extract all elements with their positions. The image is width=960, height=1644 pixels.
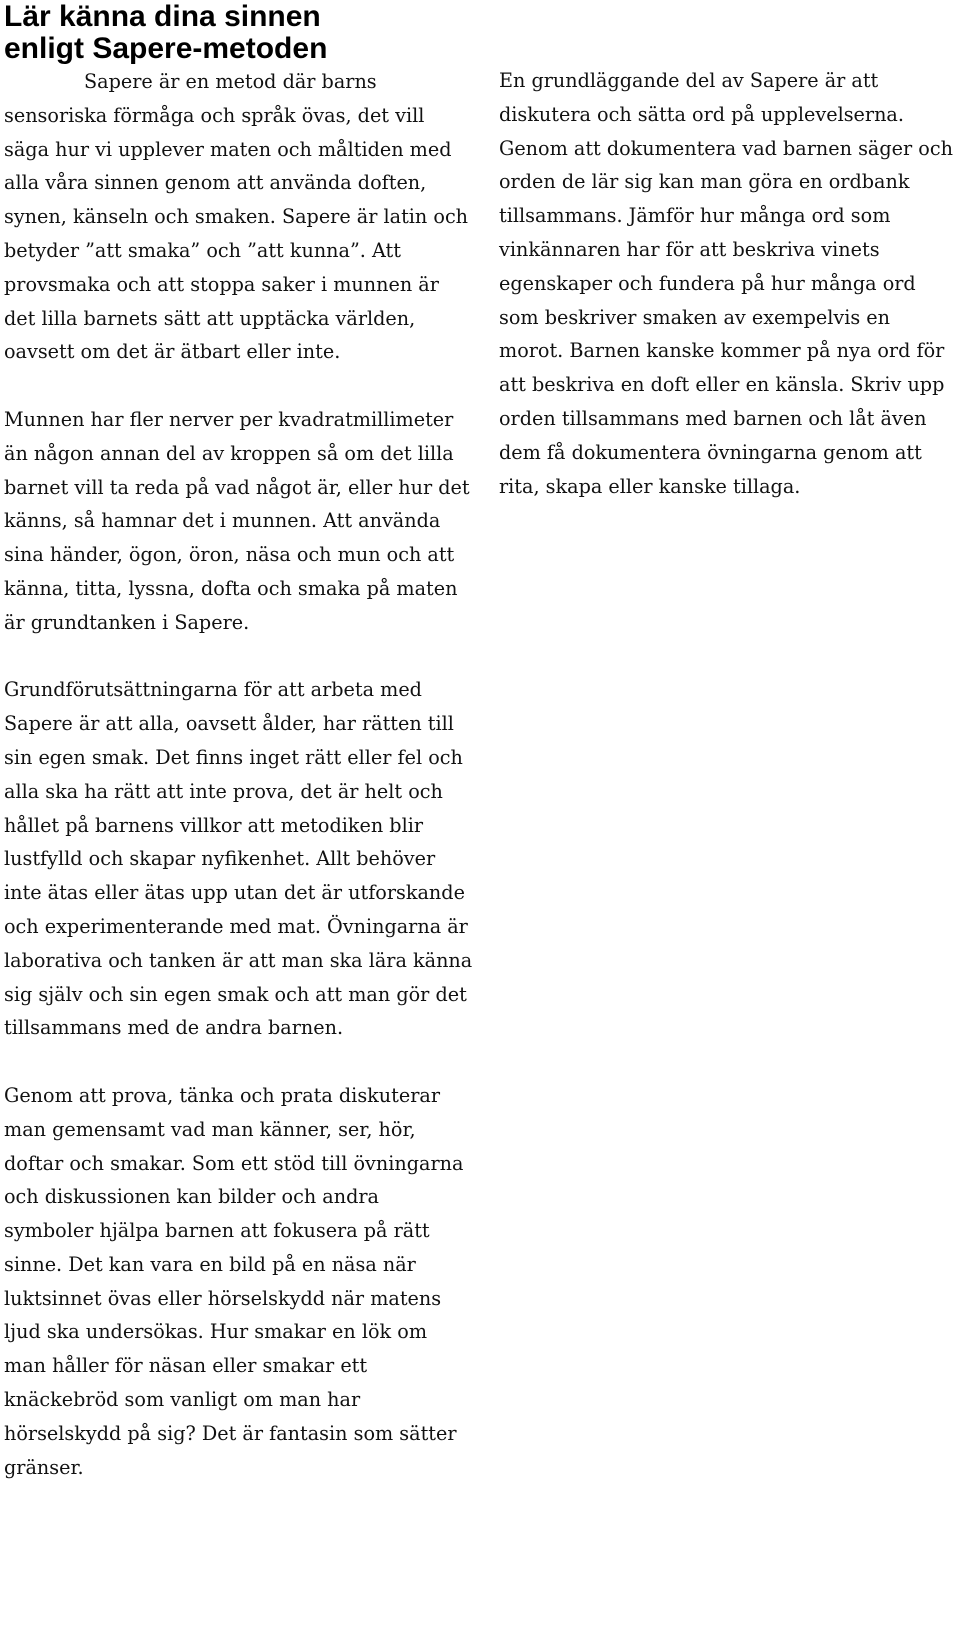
page-title: [4, 0, 474, 65]
right-column: [499, 64, 955, 503]
discussion-paragraph: Genom att prova, tänka och prata diskuterar man gemensamt vad man känner, ser, hör, doftar och smakar. Som ett stöd till övningarna och diskussionen kan bilder och andra symboler hjälpa barnen att fokusera på rätt sinne. Det kan vara en bild på en näsa när luktsinnet övas eller hörselskydd när matens ljud ska undersökas. Hur smakar en lök om man håller för näsan eller smakar ett knäckebröd som vanligt om man har hörselskydd på sig? Det är fantasin som sätter gränser.: [4, 1083, 464, 1479]
principles-paragraph: Grundförutsättningarna för att arbeta med Sapere är att alla, oavsett ålder, har rätten till sin egen smak. Det finns inget rätt eller fel och alla ska ha rätt att inte prova, det är helt och hållet på barnens villkor att metodiken blir lustfylld och skapar nyfikenhet. Allt behöver inte ätas eller ätas upp utan det är utforskande och experimenterande med mat. Övningarna är laborativa och tanken är att man ska lära känna sig själv och sin egen smak och att man gör det tillsammans med de andra barnen.: [4, 678, 473, 1040]
mouth-paragraph: Munnen har fler nerver per kvadratmillimeter än någon annan del av kroppen så om det lilla barnet vill ta reda på vad något är, eller hur det känns, så hamnar det i munnen. Att använda sina händer, ögon, öron, näsa och mun och att känna, titta, lyssna, dofta och smaka på maten är grundtanken i Sapere.: [4, 407, 470, 634]
left-column: [4, 0, 474, 1484]
wordbank-paragraph: En grundläggande del av Sapere är att diskutera och sätta ord på upplevelserna. Genom att dokumentera vad barnen säger och orden de lär sig kan man göra en ordbank tillsammans. Jämför hur många ord som vinkännaren har för att beskriva vinets egenskaper och fundera på hur många ord som beskriver smaken av exempelvis en morot. Barnen kanske kommer på nya ord för att beskriva en doft eller en känsla. Skriv upp orden tillsammans med barnen och låt även dem få dokumentera övningarna genom att rita, skapa eller kanske tillaga.: [499, 69, 953, 498]
title-line-2: enligt Sapere-metoden: [4, 32, 328, 65]
title-line-1: Lär känna dina sinnen: [4, 0, 321, 33]
intro-paragraph: Sapere är en metod där barns sensoriska förmåga och språk övas, det vill säga hur vi upplever maten och måltiden med alla våra sinnen genom att använda doften, synen, känseln och smaken. Sapere är latin och betyder ”att smaka” och ”att kunna”. Att provsmaka och att stoppa saker i munnen är det lilla barnets sätt att upptäcka världen, oavsett om det är ätbart eller inte.: [4, 70, 469, 364]
